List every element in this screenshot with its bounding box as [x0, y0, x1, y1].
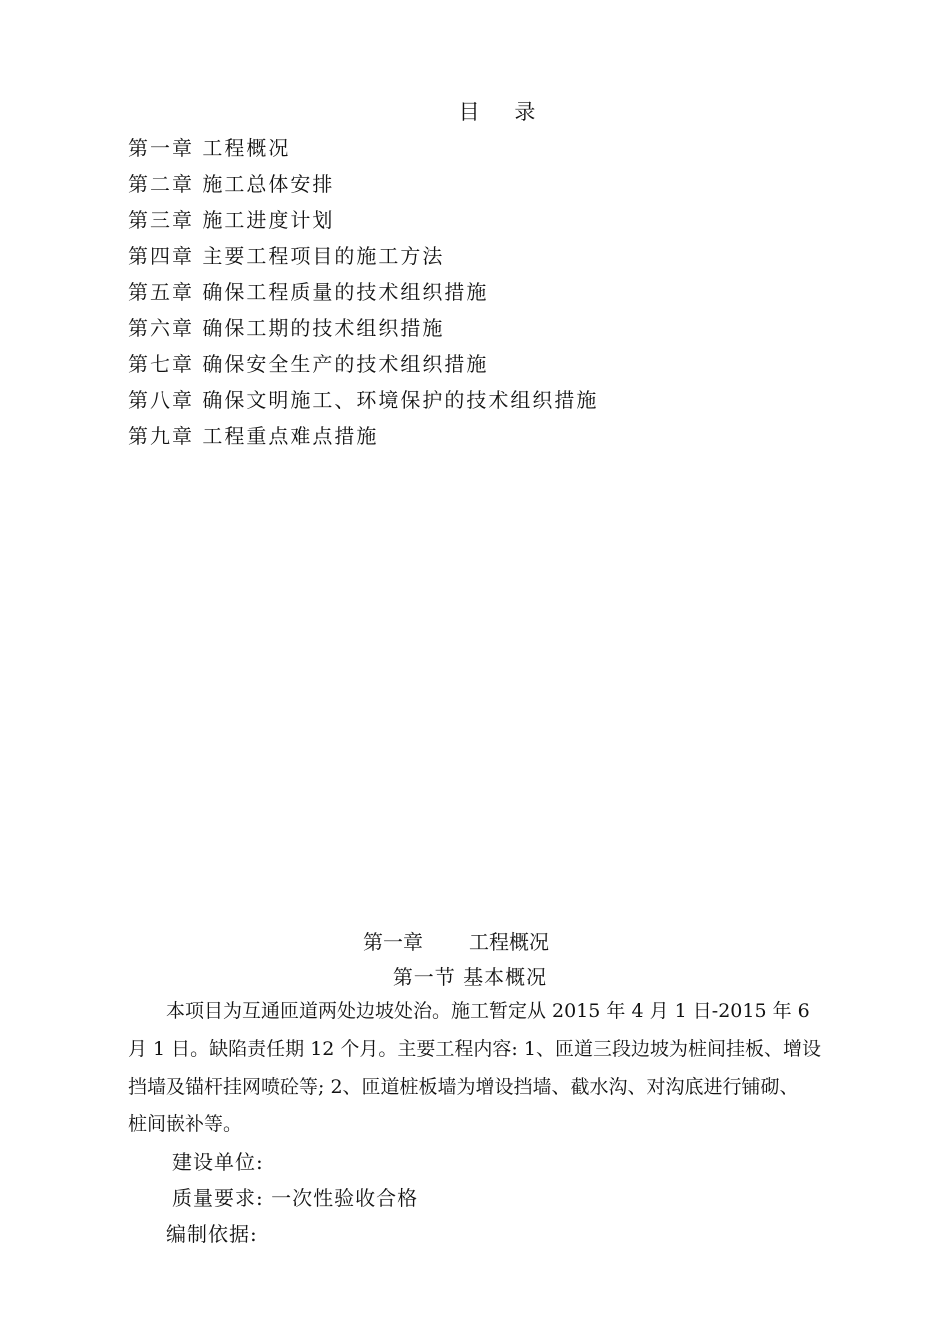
toc-item-6[interactable]: 第六章 确保工期的技术组织措施 — [128, 316, 445, 340]
construction-unit-field: 建设单位: — [172, 1150, 264, 1174]
chapter-number: 第一章 — [363, 930, 423, 954]
toc-item-5[interactable]: 第五章 确保工程质量的技术组织措施 — [128, 280, 489, 304]
toc-item-2[interactable]: 第二章 施工总体安排 — [128, 172, 335, 196]
overview-paragraph-line-3: 挡墙及锚杆挂网喷砼等; 2、匝道桩板墙为增设挡墙、截水沟、对沟底进行铺砌、 — [128, 1076, 799, 1098]
toc-item-7[interactable]: 第七章 确保安全生产的技术组织措施 — [128, 352, 489, 376]
overview-paragraph-line-1: 本项目为互通匝道两处边坡处治。施工暂定从 2015 年 4 月 1 日-2015 年 6 — [128, 1000, 810, 1022]
overview-paragraph-line-2: 月 1 日。缺陷责任期 12 个月。主要工程内容: 1、匝道三段边坡为桩间挂板、增设 — [128, 1038, 821, 1060]
section-heading: 第一节 基本概况 — [392, 965, 548, 989]
quality-requirement-field: 质量要求: 一次性验收合格 — [172, 1186, 419, 1210]
overview-paragraph-line-4: 桩间嵌补等。 — [128, 1113, 243, 1135]
toc-item-1[interactable]: 第一章 工程概况 — [128, 136, 291, 160]
chapter-title: 工程概况 — [469, 930, 549, 954]
toc-item-3[interactable]: 第三章 施工进度计划 — [128, 208, 335, 232]
toc-title: 目 录 — [458, 100, 550, 124]
chapter-heading — [0, 926, 912, 955]
toc-item-4[interactable]: 第四章 主要工程项目的施工方法 — [128, 244, 445, 268]
compilation-basis-field: 编制依据: — [166, 1222, 258, 1246]
toc-item-9[interactable]: 第九章 工程重点难点措施 — [128, 424, 379, 448]
toc-item-8[interactable]: 第八章 确保文明施工、环境保护的技术组织措施 — [128, 388, 599, 412]
